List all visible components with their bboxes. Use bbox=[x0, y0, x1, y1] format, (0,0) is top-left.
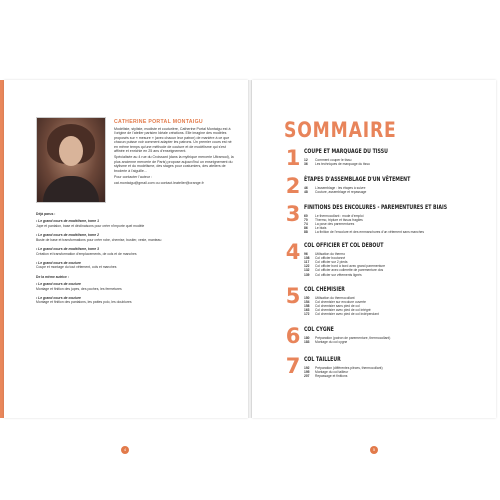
entry-page: 117 bbox=[304, 260, 310, 265]
toc-entry bbox=[304, 230, 424, 234]
book-item bbox=[36, 247, 226, 256]
entry-text: Col officier sur vêtements lignés bbox=[315, 272, 362, 277]
entry-page: 60 bbox=[304, 214, 308, 218]
entry-page: 96 bbox=[304, 252, 308, 256]
book-desc: Création et transformation d'emplacements, de cols et de manches bbox=[36, 251, 137, 256]
toc-entry bbox=[304, 312, 379, 316]
author-bio bbox=[114, 127, 234, 187]
entry-text: Col chemisier avec pied de col indépendant bbox=[315, 312, 379, 317]
entry-page: 154 bbox=[304, 300, 310, 305]
book-title: • Le grand cours de modélisme, tome 1 bbox=[36, 219, 99, 224]
entry-text: Col officier avec collerette de parementure dos bbox=[315, 268, 384, 273]
same-author-heading: De la même autrice : bbox=[36, 274, 69, 279]
contact-email: cat.montaigu@gmail.com ou contact.leatelier@orange.fr bbox=[114, 180, 204, 185]
chapter-title: COL TAILLEUR bbox=[304, 356, 341, 363]
book-desc: Coupe et montage du tout vêtement, cols et manches bbox=[36, 265, 117, 270]
book-desc: Montage et finition des jupes, des poches, les fermetures bbox=[36, 286, 122, 291]
entry-text: Comment couper le tissu bbox=[315, 158, 352, 162]
entry-page: 207 bbox=[304, 374, 310, 379]
chapter-title: COUPE ET MARQUAGE DU TISSU bbox=[304, 148, 388, 155]
entry-text: Montage du col tailleur bbox=[315, 370, 349, 375]
entry-text: Col chemisier sur encolure ouverte bbox=[315, 300, 366, 305]
book-item bbox=[36, 296, 226, 305]
chapter-entries bbox=[304, 158, 370, 166]
entry-text: L'assemblage : les étapes à suivre bbox=[315, 186, 366, 190]
entry-text: Col officier boutonné bbox=[315, 256, 346, 261]
chapter-entries bbox=[304, 252, 385, 277]
chapter-number: 6 bbox=[285, 324, 301, 348]
entry-page: 122 bbox=[304, 264, 310, 269]
book-title: • Le grand cours de couture bbox=[36, 260, 81, 265]
toc-entry bbox=[304, 340, 390, 344]
chapter-title: COL OFFICIER ET COL DEBOUT bbox=[304, 242, 384, 249]
entry-page: 172 bbox=[304, 312, 310, 317]
entry-page: 150 bbox=[304, 296, 310, 300]
entry-text: Couture, assemblage et repassage bbox=[315, 190, 367, 195]
entry-page: 183 bbox=[304, 340, 310, 345]
chapter-title: COL CHEMISIER bbox=[304, 286, 345, 293]
page-number: 5 bbox=[370, 446, 378, 454]
chapter-number: 2 bbox=[285, 174, 301, 198]
entry-page: 195 bbox=[304, 370, 310, 375]
chapter-title: COL CYGNE bbox=[304, 326, 334, 333]
entry-page: 180 bbox=[304, 336, 310, 340]
entry-page: 158 bbox=[304, 304, 310, 309]
entry-page: 139 bbox=[304, 272, 310, 277]
toc-entry bbox=[304, 190, 366, 194]
entry-text: Le thermocollant : mode d'emploi bbox=[315, 214, 364, 218]
right-page bbox=[252, 80, 496, 452]
book-desc: Montage et finition des pantalons, les pattes polo, les doublures bbox=[36, 300, 132, 305]
book-title: • Le grand cours de modélisme, tome 2 bbox=[36, 233, 99, 238]
book-title: • Le grand cours de couture bbox=[36, 296, 81, 301]
chapter-number: 3 bbox=[285, 202, 301, 226]
entry-text: Col officier bord à bord avec grand parementure bbox=[315, 264, 386, 269]
entry-text: La finition de l'encolure et des emmanchures d'un vêtement sans manches bbox=[315, 230, 425, 235]
chapter-entries bbox=[304, 186, 366, 194]
entry-text: Le biais bbox=[315, 226, 327, 231]
bio-paragraph: Pour contacter l'auteur : bbox=[114, 174, 153, 179]
chapter-entries bbox=[304, 336, 390, 344]
chapter-entries bbox=[304, 296, 379, 317]
book-item bbox=[36, 261, 226, 270]
book-desc: Buste de base et transformations pour créer robe, chemise, bustier, veste, manteau bbox=[36, 237, 162, 242]
book-item bbox=[36, 233, 226, 242]
bio-paragraph: Spécialisée au 4 rue du Croissant (dans la mythique mercerie Ultramod), la plus ancienne mercerie de Paris) propose aujourd'hui un enseignement du stylisme et du modélisme, des stages pour costumiers, des ateliers de broderie à l'aiguille… bbox=[114, 155, 234, 173]
entry-page: 163 bbox=[304, 308, 310, 313]
author-photo bbox=[36, 117, 106, 203]
chapter-title: ÉTAPES D'ASSEMBLAGE D'UN VÊTEMENT bbox=[304, 176, 411, 183]
book-item bbox=[36, 219, 226, 228]
book-item bbox=[36, 282, 226, 291]
chapter-entries bbox=[304, 366, 383, 378]
chapter-number: 7 bbox=[285, 354, 301, 378]
chapter-number: 4 bbox=[285, 240, 301, 264]
entry-text: Utilisation du thermocollant bbox=[315, 296, 355, 300]
entry-text: Repassage et finitions bbox=[315, 374, 348, 379]
photo-shoulders bbox=[43, 176, 99, 202]
entry-text: Thermo, triplure et tissus fragiles bbox=[315, 218, 363, 223]
page-number: 4 bbox=[121, 446, 129, 454]
entry-text: La pose des parementures bbox=[315, 222, 355, 227]
entry-page: 74 bbox=[304, 222, 308, 227]
toc-entry bbox=[304, 273, 385, 277]
entry-text: Col chemisier sans pied de col bbox=[315, 304, 360, 309]
entry-page: 132 bbox=[304, 268, 310, 273]
entry-page: 108 bbox=[304, 256, 310, 261]
also-published bbox=[36, 212, 226, 310]
entry-text: Les techniques de marquage du tissu bbox=[315, 162, 370, 167]
left-page bbox=[4, 80, 248, 452]
toc-entry bbox=[304, 162, 370, 166]
chapter-entries bbox=[304, 214, 424, 235]
bio-paragraph: Modéliste, styliste, modiste et couturière, Catherine Portal Montaigu est à l'origine de l'atelier parisien Idéale créations. Elle imagine des modèles proposés sur « mesure » (avec chacun leur patron) de manière à ce que chacun puisse voir comment adapter les patrons. Un premier cours est né en même temps qu'une méthode de couture et de modélisme qui s'est affinée et enrichie en 25 ans d'enseignement. bbox=[114, 127, 232, 154]
entry-page: 86 bbox=[304, 226, 308, 231]
entry-text: Col chemisier avec pied de col intégré bbox=[315, 308, 371, 313]
toc-heading: SOMMAIRE bbox=[284, 118, 397, 142]
toc-entry bbox=[304, 374, 383, 378]
entry-text: Préparation (différentes pièces, thermocollant) bbox=[315, 366, 383, 370]
book-title: • Le grand cours de modélisme, tome 3 bbox=[36, 247, 99, 252]
entry-page: 12 bbox=[304, 158, 308, 162]
chapter-number: 1 bbox=[285, 146, 301, 170]
entry-page: 48 bbox=[304, 190, 308, 195]
book-title: • Le grand cours de couture bbox=[36, 282, 81, 287]
entry-page: 192 bbox=[304, 366, 310, 370]
entry-text: Montage du col cygne bbox=[315, 340, 348, 345]
book-desc: Jupe et pantalon, base et déclinaisons pour créer n'importe quel modèle bbox=[36, 223, 145, 228]
entry-page: 88 bbox=[304, 230, 308, 235]
also-heading: Déjà parus : bbox=[36, 212, 56, 216]
chapter-number: 5 bbox=[285, 284, 301, 308]
chapter-title: FINITIONS DES ENCOLURES - PAREMENTURES ET BIAIS bbox=[304, 204, 448, 211]
entry-page: 70 bbox=[304, 218, 308, 223]
author-name: CATHERINE PORTAL MONTAIGU bbox=[114, 119, 203, 125]
entry-text: Préparation (patron de parementure, thermocollant) bbox=[315, 336, 391, 340]
entry-page: 46 bbox=[304, 186, 308, 190]
entry-text: Col officier sur 2 pieds bbox=[315, 260, 348, 265]
entry-page: 36 bbox=[304, 162, 308, 167]
photo-face bbox=[59, 136, 83, 166]
entry-text: Utilisation du thermo bbox=[315, 252, 346, 256]
